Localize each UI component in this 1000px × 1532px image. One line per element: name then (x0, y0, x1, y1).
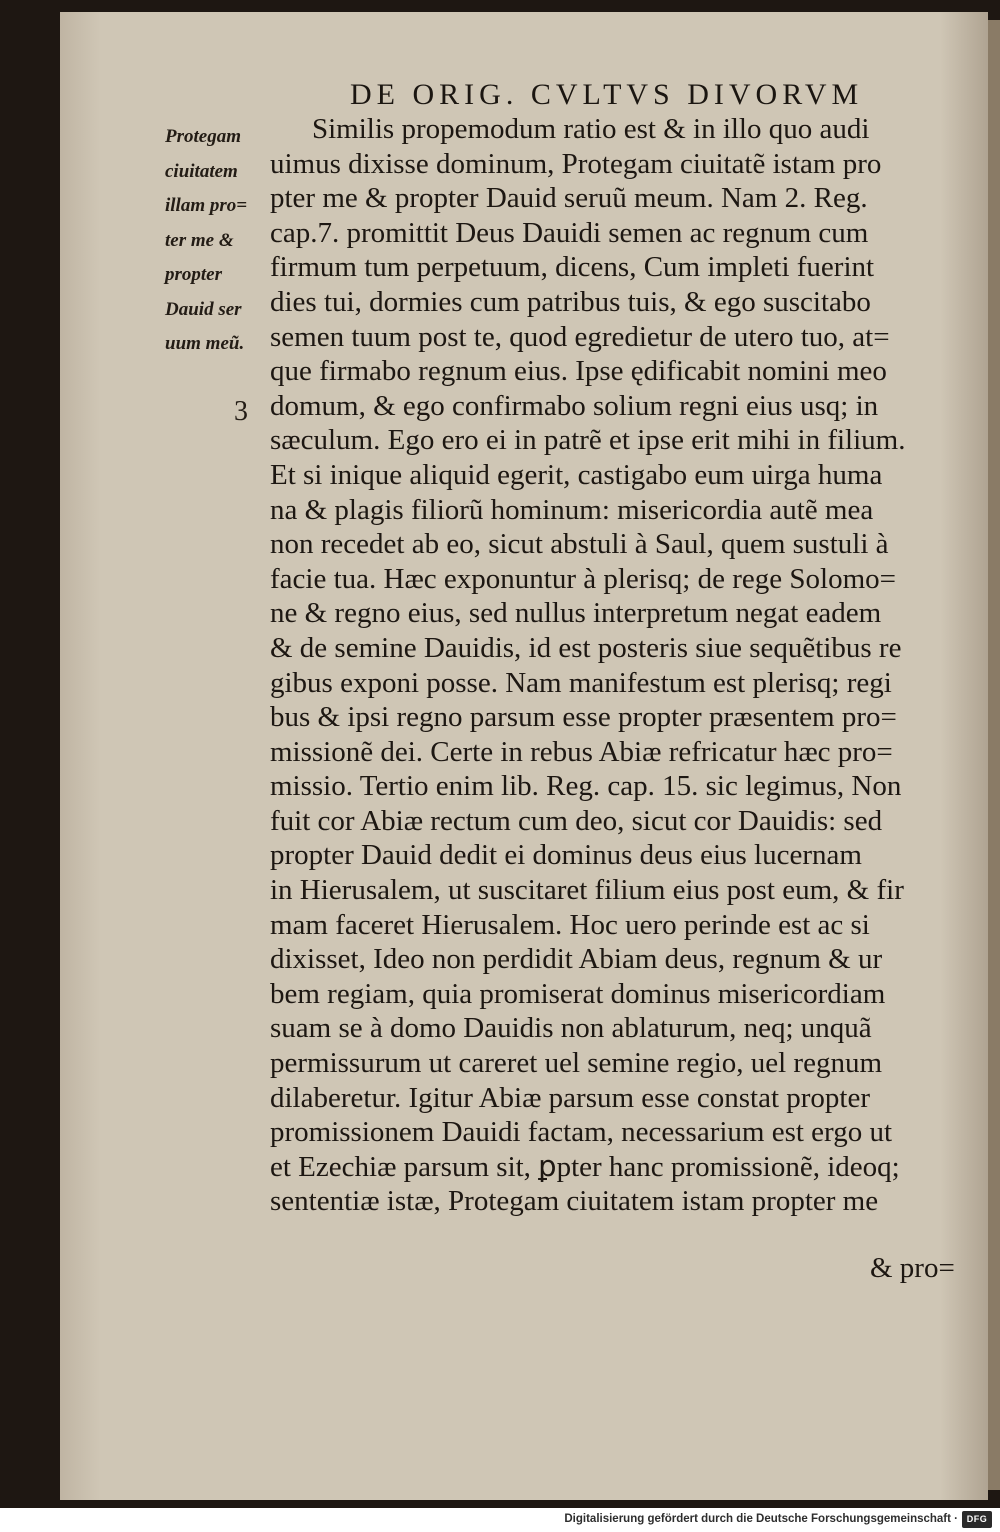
margin-note-line: Protegam (165, 126, 241, 147)
margin-note (165, 120, 270, 362)
margin-note-line: uum meũ. (165, 333, 245, 354)
footer-bar (0, 1508, 1000, 1532)
page-edge (988, 20, 1000, 1490)
text-line: promissionem Dauidi factam, necessarium est ergo ut (270, 1116, 892, 1149)
margin-note-line: ter me & (165, 229, 234, 251)
text-line: dixisset, Ideo non perdidit Abiam deus, regnum & ur (270, 943, 883, 976)
text-line: fuit cor Abiæ rectum cum deo, sicut cor Dauidis: sed (270, 804, 883, 837)
text-line: gibus exponi posse. Nam manifestum est plerisq; regi (270, 666, 892, 699)
text-line: sententiæ istæ, Protegam ciuitatem istam propter me (270, 1185, 879, 1218)
text-line: mam faceret Hierusalem. Hoc uero perinde est ac si (270, 908, 870, 941)
running-head: DE ORIG. CVLTVS DIVORVM (350, 78, 864, 111)
text-line: permissurum ut careret uel semine regio, uel regnum (270, 1047, 883, 1080)
text-line: dilaberetur. Igitur Abiæ parsum esse constat propter (270, 1081, 870, 1114)
text-line: missionẽ dei. Certe in rebus Abiæ refricatur hæc pro= (270, 735, 893, 768)
text-line: na & plagis filiorũ hominum: misericordia autẽ mea (270, 493, 874, 526)
margin-note-line: Dauid ser (165, 298, 242, 320)
text-line: Similis propemodum ratio est & in illo quo audi (312, 113, 870, 145)
text-line: propter Dauid dedit ei dominus deus eius lucernam (270, 839, 862, 872)
dfg-logo: DFG (962, 1511, 992, 1528)
text-line: semen tuum post te, quod egredietur de utero tuo, at= (270, 320, 890, 353)
margin-note-line: propter (165, 264, 222, 285)
text-line: ne & regno eius, sed nullus interpretum negat eadem (270, 597, 882, 630)
text-line: missio. Tertio enim lib. Reg. cap. 15. sic legimus, Non (270, 770, 902, 803)
margin-note-line: ciuitatem (165, 160, 238, 182)
text-line: bus & ipsi regno parsum esse propter præsentem pro= (270, 701, 897, 734)
text-line: dies tui, dormies cum patribus tuis, & ego suscitabo (270, 285, 871, 318)
text-line: pter me & propter Dauid seruũ meum. Nam 2. Reg. (270, 182, 868, 215)
text-line: cap.7. promittit Deus Dauidi semen ac regnum cum (270, 216, 869, 249)
body-text (270, 112, 970, 1219)
text-line: non recedet ab eo, sicut abstuli à Saul, quem sustuli à (270, 528, 889, 561)
text-line: firmum tum perpetuum, dicens, Cum impleti fuerint (270, 251, 875, 284)
catchword: & pro= (870, 1252, 955, 1284)
text-line: sæculum. Ego ero ei in patrẽ et ipse erit mihi in filium. (270, 424, 906, 457)
text-line: suam se à domo Dauidis non ablaturum, neq; unquã (270, 1012, 872, 1045)
text-line: in Hierusalem, ut suscitaret filium eius post eum, & fir (270, 874, 904, 907)
digitization-credit: Digitalisierung gefördert durch die Deutsche Forschungsgemeinschaft · (564, 1513, 958, 1525)
text-line: facie tua. Hæc exponuntur à plerisq; de rege Solomo= (270, 562, 896, 595)
text-line: et Ezechiæ parsum sit, ꝑpter hanc promissionẽ, ideoq; (270, 1150, 900, 1183)
text-line: uimus dixisse dominum, Protegam ciuitatẽ istam pro (270, 147, 882, 180)
text-line: Et si inique aliquid egerit, castigabo eum uirga huma (270, 458, 883, 491)
text-line: domum, & ego confirmabo solium regni eius usq; in (270, 389, 879, 422)
margin-number: 3 (234, 396, 248, 427)
margin-note-line: illam pro= (165, 195, 248, 216)
text-line: & de semine Dauidis, id est posteris siue sequẽtibus re (270, 631, 902, 664)
text-line: que firmabo regnum eius. Ipse ędificabit nomini meo (270, 355, 887, 388)
text-line: bem regiam, quia promiserat dominus misericordiam (270, 977, 886, 1010)
